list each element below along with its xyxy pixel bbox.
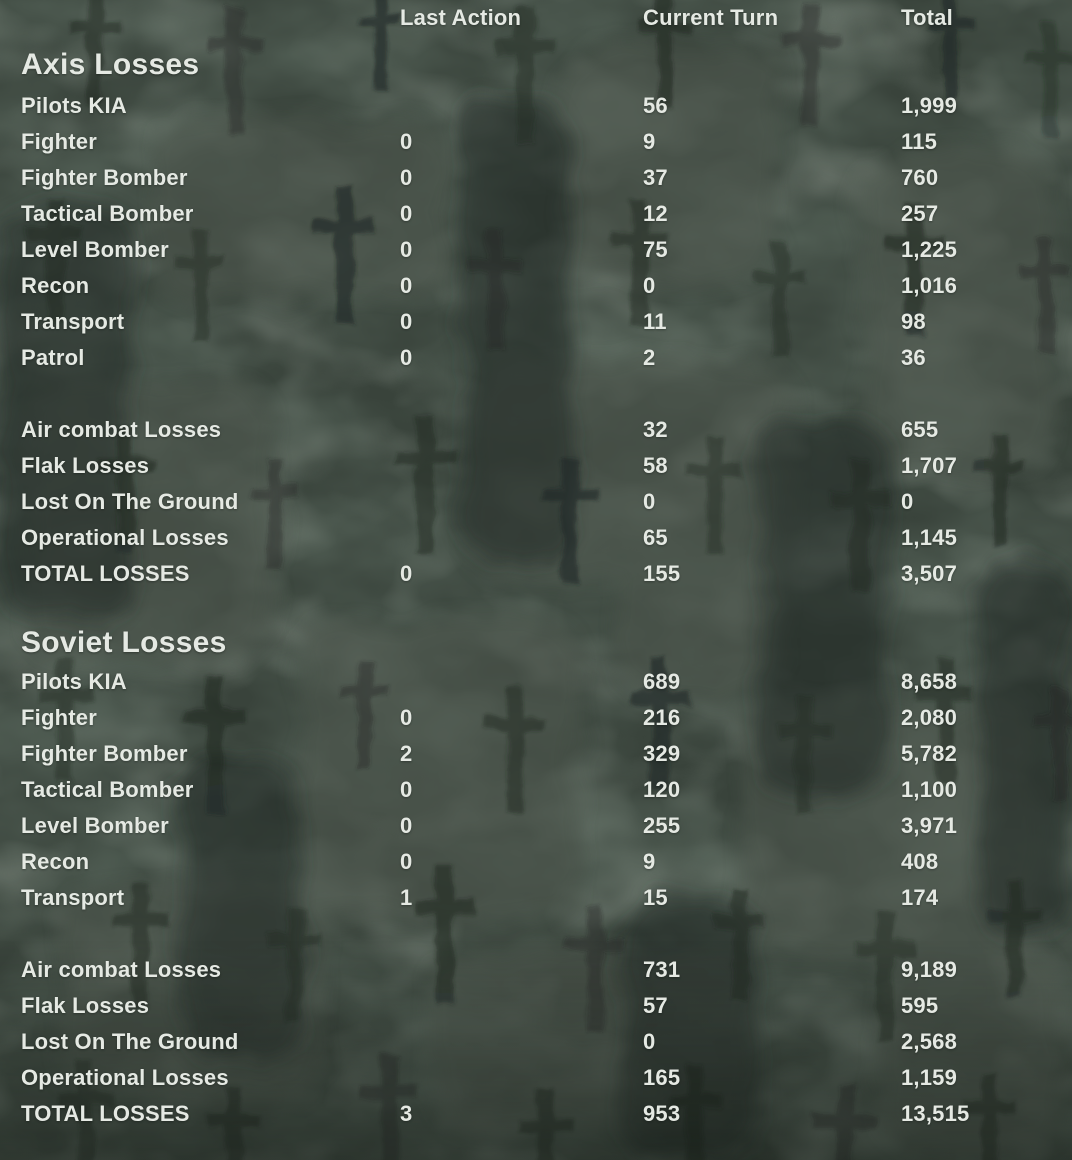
row-total: 174 [901, 885, 939, 910]
row-label: Tactical Bomber [21, 777, 194, 802]
row-label: Fighter Bomber [21, 741, 188, 766]
row-last-action: 0 [400, 129, 413, 154]
row-current-turn: 11 [643, 309, 667, 334]
row-current-turn: 120 [643, 777, 681, 802]
row-current-turn: 216 [643, 705, 681, 730]
column-header-total: Total [901, 5, 953, 30]
loss-row-soviet-total [0, 1096, 1072, 1132]
row-total: 257 [901, 201, 939, 226]
row-last-action: 0 [400, 201, 413, 226]
loss-row-soviet-operational [0, 1060, 1072, 1096]
row-label: Level Bomber [21, 237, 169, 262]
row-last-action: 2 [400, 741, 413, 766]
row-total: 5,782 [901, 741, 958, 766]
row-label: Patrol [21, 345, 85, 370]
row-total: 2,568 [901, 1029, 958, 1054]
row-current-turn: 0 [643, 1029, 656, 1054]
loss-row-soviet-fighter [0, 700, 1072, 736]
loss-row-axis-fighter [0, 124, 1072, 160]
row-last-action: 1 [400, 885, 413, 910]
row-current-turn: 37 [643, 165, 668, 190]
row-total: 760 [901, 165, 939, 190]
row-label: Transport [21, 309, 125, 334]
section-gap [0, 916, 1072, 952]
loss-row-axis-lost-on-ground [0, 484, 1072, 520]
row-current-turn: 2 [643, 345, 656, 370]
column-header-current-turn: Current Turn [643, 5, 779, 30]
row-total: 115 [901, 129, 938, 154]
row-current-turn: 57 [643, 993, 668, 1018]
loss-row-axis-flak [0, 448, 1072, 484]
section-title-soviet: Soviet Losses [21, 626, 227, 659]
row-total: 1,145 [901, 525, 958, 550]
row-total: 9,189 [901, 957, 958, 982]
row-current-turn: 12 [643, 201, 668, 226]
loss-row-soviet-transport [0, 880, 1072, 916]
row-label: Flak Losses [21, 453, 150, 478]
row-current-turn: 65 [643, 525, 668, 550]
row-label: Lost On The Ground [21, 489, 239, 514]
row-label: Operational Losses [21, 525, 229, 550]
row-label: Fighter [21, 705, 97, 730]
row-label: TOTAL LOSSES [21, 561, 190, 586]
row-current-turn: 15 [643, 885, 668, 910]
row-last-action: 0 [400, 273, 413, 298]
row-current-turn: 58 [643, 453, 668, 478]
loss-row-soviet-fighter-bomber [0, 736, 1072, 772]
row-last-action: 0 [400, 165, 413, 190]
loss-row-soviet-recon [0, 844, 1072, 880]
row-last-action: 0 [400, 849, 413, 874]
row-label: Air combat Losses [21, 417, 222, 442]
row-label: Pilots KIA [21, 93, 127, 118]
row-last-action: 0 [400, 561, 413, 586]
loss-row-soviet-level-bomber [0, 808, 1072, 844]
row-total: 655 [901, 417, 939, 442]
loss-row-axis-pilots-kia [0, 88, 1072, 124]
row-total: 1,707 [901, 453, 958, 478]
row-label: Operational Losses [21, 1065, 229, 1090]
row-total: 1,225 [901, 237, 958, 262]
row-current-turn: 689 [643, 669, 681, 694]
row-current-turn: 32 [643, 417, 668, 442]
row-current-turn: 165 [643, 1065, 681, 1090]
row-current-turn: 953 [643, 1101, 681, 1126]
loss-row-axis-air-combat [0, 412, 1072, 448]
row-label: Tactical Bomber [21, 201, 194, 226]
loss-row-axis-fighter-bomber [0, 160, 1072, 196]
row-current-turn: 75 [643, 237, 668, 262]
row-label: Recon [21, 273, 90, 298]
row-last-action: 0 [400, 309, 413, 334]
section-gap [0, 376, 1072, 412]
row-total: 1,999 [901, 93, 958, 118]
row-current-turn: 9 [643, 129, 656, 154]
row-total: 3,507 [901, 561, 958, 586]
row-last-action: 0 [400, 237, 413, 262]
row-current-turn: 255 [643, 813, 681, 838]
section-title-axis: Axis Losses [21, 48, 200, 81]
row-total: 3,971 [901, 813, 958, 838]
loss-row-soviet-flak [0, 988, 1072, 1024]
row-label: Air combat Losses [21, 957, 222, 982]
row-current-turn: 56 [643, 93, 668, 118]
row-total: 0 [901, 489, 914, 514]
row-label: Fighter [21, 129, 97, 154]
row-label: Recon [21, 849, 90, 874]
loss-row-axis-recon [0, 268, 1072, 304]
loss-row-axis-total [0, 556, 1072, 592]
row-total: 13,515 [901, 1101, 970, 1126]
row-total: 1,100 [901, 777, 958, 802]
row-last-action: 0 [400, 777, 413, 802]
loss-row-soviet-air-combat [0, 952, 1072, 988]
column-header-last-action: Last Action [400, 5, 522, 30]
row-last-action: 3 [400, 1101, 413, 1126]
row-total: 408 [901, 849, 939, 874]
row-current-turn: 0 [643, 489, 656, 514]
row-label: Level Bomber [21, 813, 169, 838]
loss-row-soviet-tactical-bomber [0, 772, 1072, 808]
loss-row-axis-tactical-bomber [0, 196, 1072, 232]
row-current-turn: 329 [643, 741, 681, 766]
row-total: 595 [901, 993, 939, 1018]
row-total: 1,016 [901, 273, 958, 298]
row-total: 8,658 [901, 669, 958, 694]
row-total: 1,159 [901, 1065, 958, 1090]
row-label: Transport [21, 885, 125, 910]
row-current-turn: 155 [643, 561, 681, 586]
row-total: 36 [901, 345, 926, 370]
row-last-action: 0 [400, 813, 413, 838]
loss-row-soviet-pilots-kia [0, 664, 1072, 700]
row-current-turn: 9 [643, 849, 656, 874]
row-total: 98 [901, 309, 926, 334]
row-current-turn: 0 [643, 273, 656, 298]
loss-row-axis-patrol [0, 340, 1072, 376]
row-current-turn: 731 [643, 957, 681, 982]
loss-row-axis-transport [0, 304, 1072, 340]
loss-row-soviet-lost-on-ground [0, 1024, 1072, 1060]
column-header-row [0, 0, 1072, 36]
row-label: Lost On The Ground [21, 1029, 239, 1054]
row-total: 2,080 [901, 705, 958, 730]
row-label: Flak Losses [21, 993, 150, 1018]
row-last-action: 0 [400, 345, 413, 370]
loss-row-axis-operational [0, 520, 1072, 556]
row-label: Fighter Bomber [21, 165, 188, 190]
loss-row-axis-level-bomber [0, 232, 1072, 268]
row-label: TOTAL LOSSES [21, 1101, 190, 1126]
row-last-action: 0 [400, 705, 413, 730]
row-label: Pilots KIA [21, 669, 127, 694]
